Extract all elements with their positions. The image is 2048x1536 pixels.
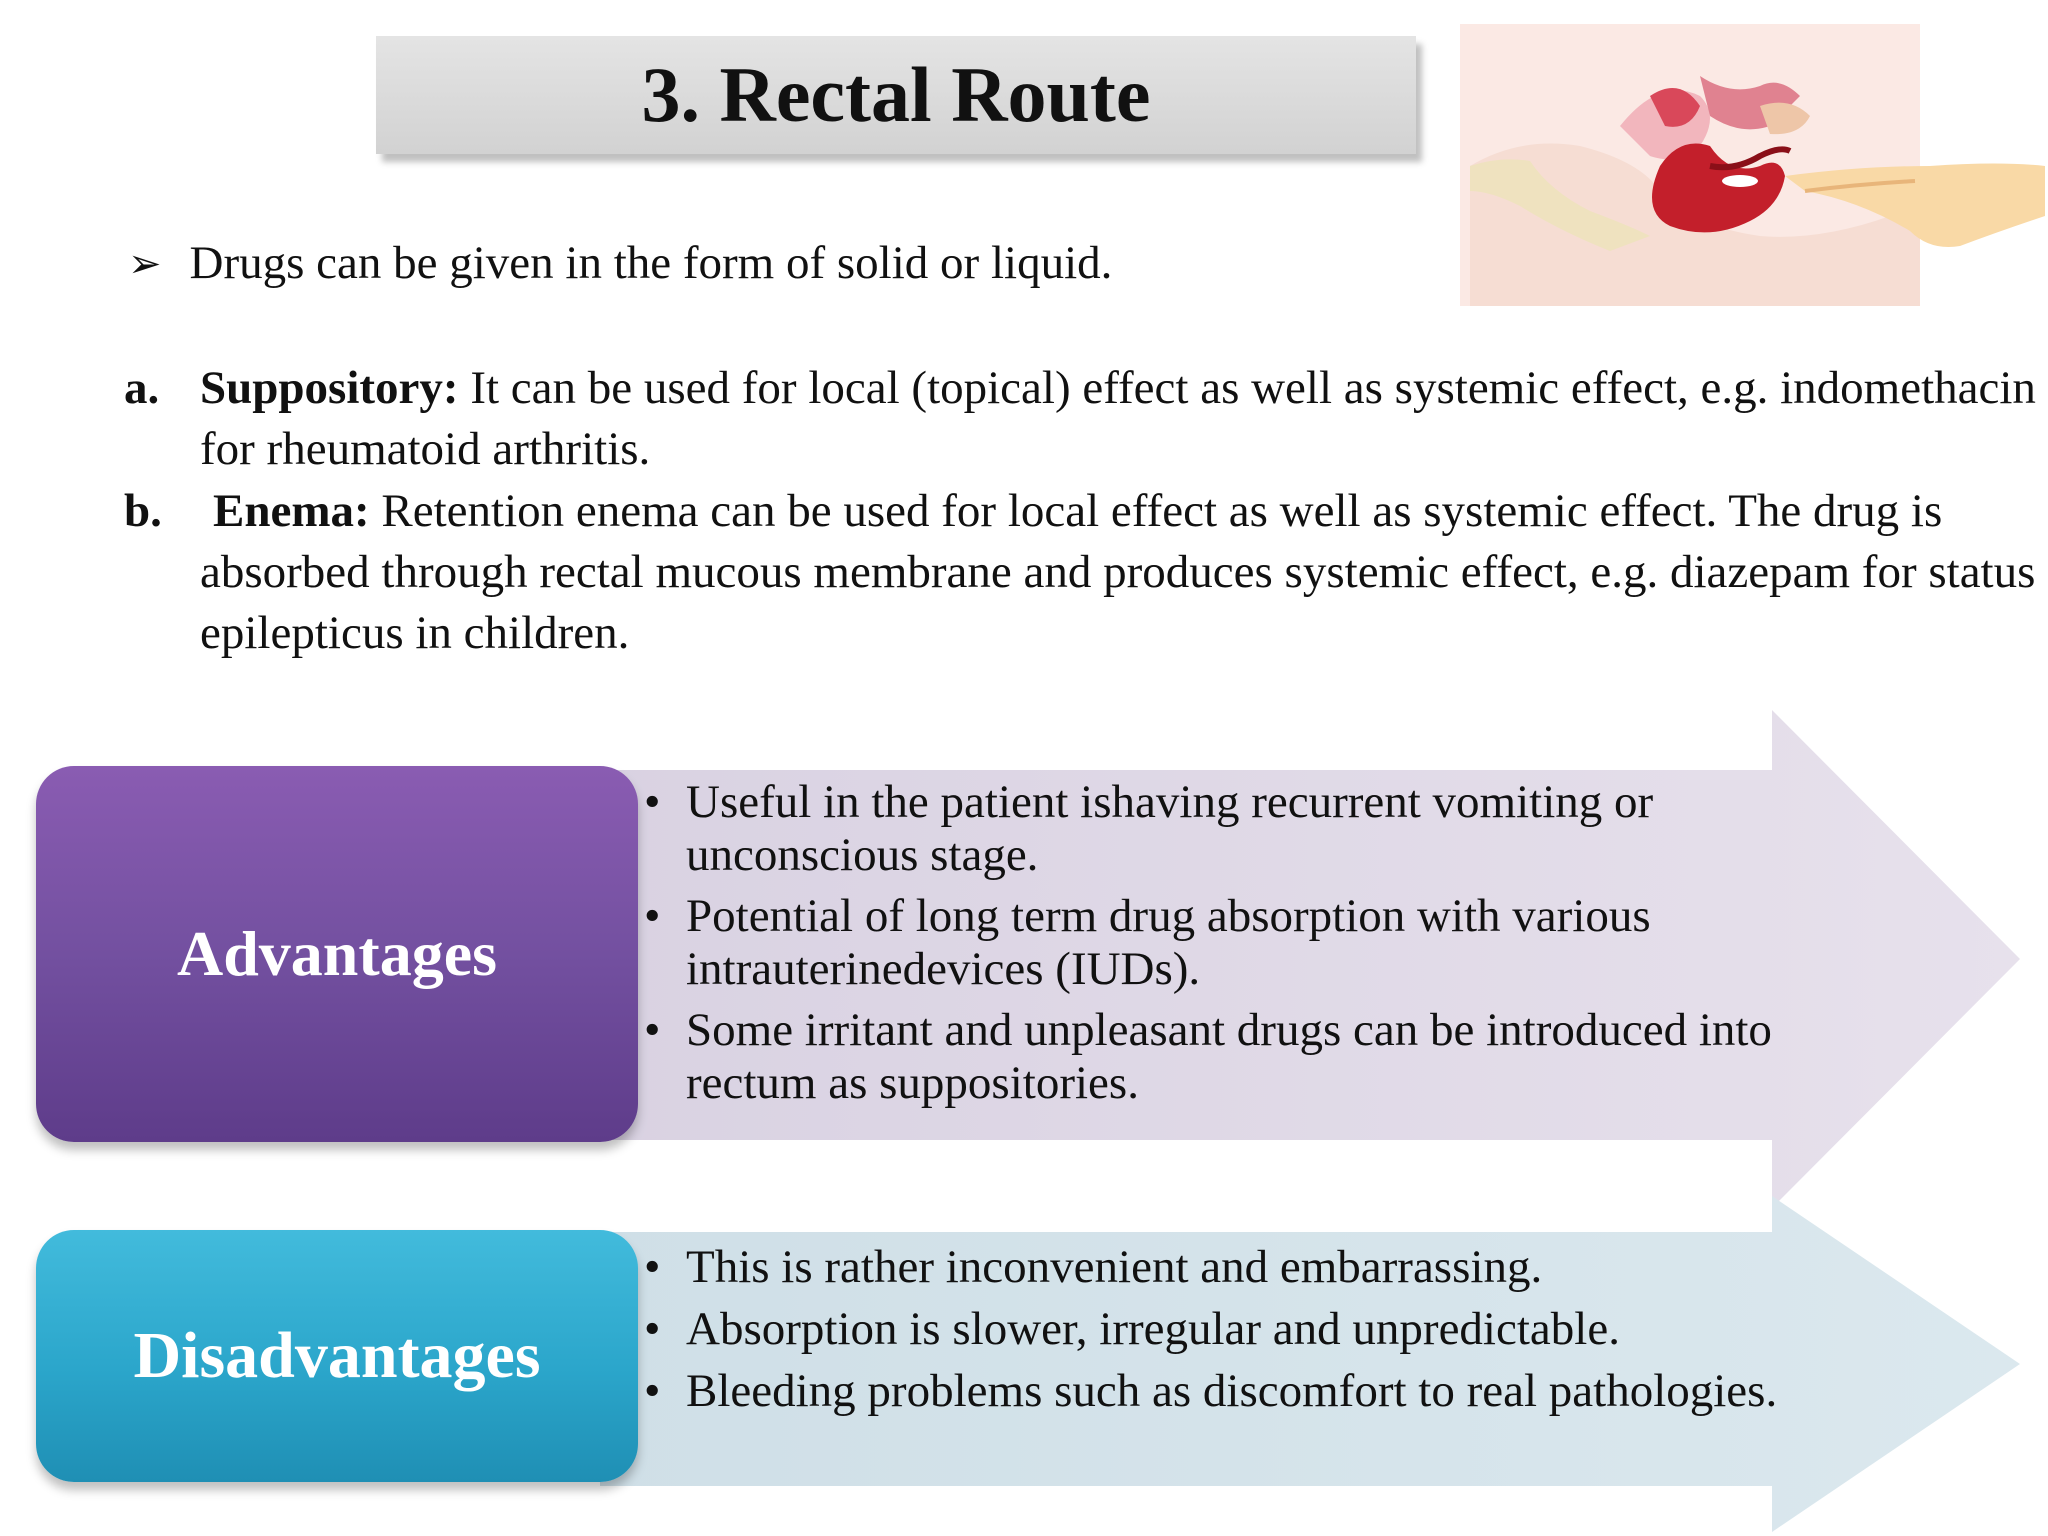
slide-title: 3. Rectal Route: [641, 51, 1151, 138]
disadvantages-label-box: [36, 1230, 638, 1482]
definition-term: Suppository:: [200, 362, 459, 414]
title-banner: [376, 36, 1416, 154]
list-item: • Some irritant and unpleasant drugs can be introduced into rectum as suppositories.: [644, 1004, 1772, 1109]
definition-text: Retention enema can be used for local effect as well as systemic effect. The drug is absorbed through rectal mucous membrane and produces systemic effect, e.g. diazepam for status epilepticus in children.: [200, 485, 2036, 659]
definition-text: It can be used for local (topical) effect as well as systemic effect, e.g. indomethacin for rheumatoid arthritis.: [200, 362, 2036, 475]
list-item: • Absorption is slower, irregular and unpredictable.: [644, 1303, 1620, 1355]
disadvantages-list: [644, 1236, 1944, 1422]
intro-text: Drugs can be given in the form of solid or liquid.: [189, 237, 1113, 289]
disadvantages-label: Disadvantages: [133, 1319, 541, 1392]
rectal-anatomy-illustration: [1460, 16, 2045, 306]
list-item: • Bleeding problems such as discomfort to real pathologies.: [644, 1365, 1778, 1417]
advantages-label-box: [36, 766, 638, 1142]
list-item: • This is rather inconvenient and embarrassing.: [644, 1241, 1543, 1293]
definition-term: Enema:: [213, 485, 370, 537]
advantages-label: Advantages: [176, 918, 498, 989]
advantages-list: [644, 776, 1844, 1118]
list-item: • Useful in the patient ishaving recurrent vomiting or unconscious stage.: [644, 776, 1654, 881]
arrow-bullet-icon: ➢: [128, 240, 162, 286]
definition-marker: a.: [124, 362, 160, 414]
definition-suppository: [124, 358, 2048, 480]
definition-marker: b.: [124, 485, 162, 537]
definition-enema: [124, 481, 2048, 664]
intro-line: [128, 236, 1112, 290]
list-item: • Potential of long term drug absorption with various intrauterinedevices (IUDs).: [644, 890, 1651, 995]
